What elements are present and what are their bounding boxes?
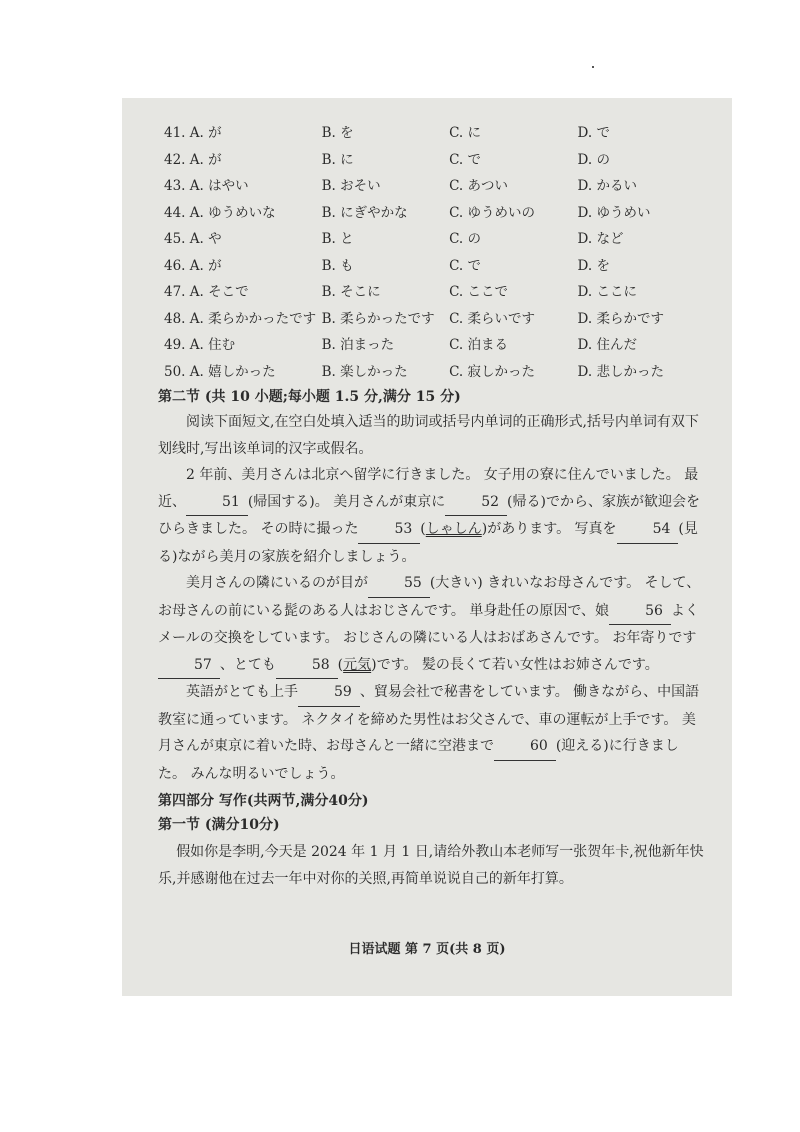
passage-text: (帰国する)。 美月さんが東京に <box>247 493 446 510</box>
option-d: D. の <box>577 151 610 168</box>
option-b: B. 柔らかったです <box>321 310 435 327</box>
blank-56: 56 <box>609 598 671 626</box>
part4-section1-title: 第一节 (满分10分) <box>158 817 280 833</box>
option-d: D. など <box>577 231 624 248</box>
passage-text: (帰る)でから、家族が歓迎会をひらきました。 その時に撮った <box>158 493 700 537</box>
blank-54: 54 <box>617 516 679 544</box>
blank-59: 59 <box>298 679 360 707</box>
double-underlined-word: しゃしん <box>425 521 482 537</box>
option-c: C. で <box>449 257 482 274</box>
option-c: C. 泊まる <box>449 337 509 354</box>
part4-title: 第四部分 写作(共两节,满分40分) <box>158 793 369 809</box>
option-row <box>164 251 704 278</box>
passage-text: があります。 写真を <box>487 521 617 537</box>
blank-51: 51 <box>186 489 248 517</box>
option-a: 50. A. 嬉しかった <box>164 363 276 380</box>
option-d: D. ここに <box>577 284 637 301</box>
section2-title: 第二节 (共 10 小题;每小题 1.5 分,满分 15 分) <box>158 389 461 405</box>
option-c: C. ゆうめいの <box>449 204 536 221</box>
option-b: B. と <box>321 231 354 248</box>
passage-paragraph <box>158 679 704 787</box>
speck <box>592 66 594 68</box>
option-c: C. あつい <box>449 178 509 195</box>
option-a: 45. A. や <box>164 231 222 248</box>
passage-text: 、貿易会社で秘書をしています。 働きながら、中国語教室に通っています。 ネクタイを締めた男性はお父さんで、車の運転が上手です。 美月さんが東京に着いた時、お母さんと一緒に空港まで <box>158 684 700 754</box>
option-a: 41. A. が <box>164 125 222 142</box>
passage-paragraph: 美月さんの隣にいるのが目が 55 (大きい) きれいなお母さんです。 そして、お母さんの前にいる髭のある人はおじさんです。 単身赴任の原因で、娘 56 よくメールの交換をしています。 おじさんの隣にいる人はおばあさんです。 お年寄りです57 、とても 58 (元気)です。 髪の長くて若い女性はお姉さんです。 <box>158 570 704 679</box>
passage-paragraph: 2 年前、美月さんは北京へ留学に行きました。 女子用の寮に住んでいました。 最近、 51 (帰国する)。 美月さんが東京に 52 (帰る)でから、家族が歓迎会をひらきました。 その時に撮った 53 (しゃしん)があります。 写真を 54 (見る)ながら美月の家族を紹介しましょう。 <box>158 467 700 565</box>
option-b: B. おそい <box>321 178 381 195</box>
option-row <box>164 277 704 304</box>
option-d: D. 柔らかです <box>577 310 664 327</box>
option-c: C. ここで <box>449 284 509 301</box>
blank-60: 60 <box>494 733 556 761</box>
option-b: B. にぎやかな <box>321 204 408 221</box>
option-b: B. も <box>321 257 354 274</box>
option-b: B. を <box>321 125 354 142</box>
option-row <box>164 171 704 198</box>
blank-57: 57 <box>158 652 220 680</box>
option-d: D. で <box>577 125 610 142</box>
option-c: C. 柔らいです <box>449 310 536 327</box>
section2-instruction: 阅读下面短文,在空白处填入适当的助词或括号内单词的正确形式,括号内单词有双下划线时,写出该单词的汉字或假名。 <box>158 414 699 457</box>
option-b: B. 楽しかった <box>321 363 408 380</box>
option-d: D. かるい <box>577 178 637 195</box>
passage-text: 美月さんの隣にいるのが目が <box>186 575 368 591</box>
passage-text: よくメールの交換をしています。 おじさんの隣にいる人はおばあさんです。 お年寄りです <box>158 602 699 646</box>
option-b: B. に <box>321 151 354 168</box>
option-row <box>164 304 704 331</box>
option-a: 44. A. ゆうめいな <box>164 204 276 221</box>
option-d: D. ゆうめい <box>577 204 651 221</box>
option-row <box>164 145 704 172</box>
option-a: 49. A. 住む <box>164 337 236 354</box>
blank-52: 52 <box>445 489 507 517</box>
blank-55: 55 <box>368 570 430 598</box>
passage-text: 英語がとても上手 <box>186 684 298 700</box>
option-c: C. に <box>449 125 482 142</box>
double-underlined-word: 元気 <box>343 656 372 673</box>
option-row <box>164 330 704 357</box>
passage-text: です。 髪の長くて若い女性はお姉さんです。 <box>376 656 659 673</box>
option-d: D. を <box>577 257 610 274</box>
option-b: B. 泊まった <box>321 337 395 354</box>
writing-prompt: 假如你是李明,今天是 2024 年 1 月 1 日,请给外教山本老师写一张贺年卡,祝他新年快乐,并感谢他在过去一年中对你的关照,再简单说说自己的新年打算。 <box>158 844 704 887</box>
blank-53: 53 <box>358 516 420 544</box>
option-row <box>164 118 704 145</box>
option-a: 43. A. はやい <box>164 178 249 195</box>
option-c: C. の <box>449 231 482 248</box>
passage-text: (見る)ながら美月の家族を紹介しましょう。 <box>158 521 698 565</box>
passage-text: 、とても <box>219 656 276 673</box>
passage-text: (迎える)に行きました。 みんな明るいでしょう。 <box>158 738 679 782</box>
passage-text: 2 年前、美月さんは北京へ留学に行きました。 女子用の寮に住んでいました。 最近、 <box>158 467 699 510</box>
option-d: D. 住んだ <box>577 337 637 354</box>
passage-text: (大きい) きれいなお母さんです。 そして、お母さんの前にいる髭のある人はおじさんです。 単身赴任の原因で、娘 <box>158 575 701 619</box>
option-row <box>164 357 704 384</box>
option-row <box>164 224 704 251</box>
option-row <box>164 198 704 225</box>
blank-58: 58 <box>276 652 338 680</box>
option-a: 48. A. 柔らかかったです <box>164 310 317 327</box>
option-a: 47. A. そこで <box>164 284 249 301</box>
option-c: C. で <box>449 151 482 168</box>
page-footer: 日语试题 第 7 页(共 8 页) <box>348 942 506 957</box>
option-b: B. そこに <box>321 284 381 301</box>
option-d: D. 悲しかった <box>577 363 664 380</box>
option-a: 42. A. が <box>164 151 222 168</box>
option-c: C. 寂しかった <box>449 363 536 380</box>
options-list <box>164 118 704 383</box>
option-a: 46. A. が <box>164 257 222 274</box>
exam-page <box>122 98 732 996</box>
